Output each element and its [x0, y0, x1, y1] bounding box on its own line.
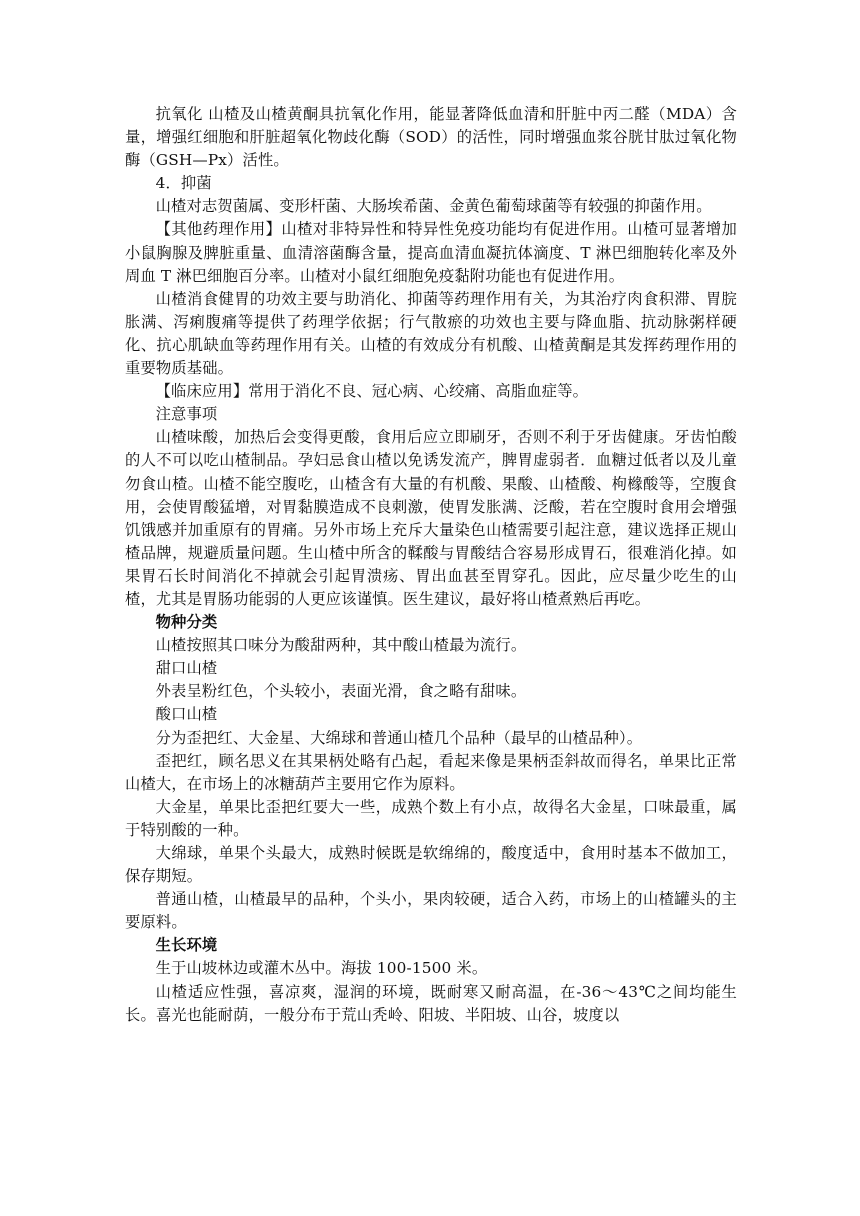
paragraph-antibacterial: 山楂对志贺菌属、变形杆菌、大肠埃希菌、金黄色葡萄球菌等有较强的抑菌作用。 [155, 197, 712, 216]
paragraph-sour-varieties: 分为歪把红、大金星、大绵球和普通山楂几个品种（最早的山楂品种）。 [155, 728, 643, 747]
paragraph-digestion-summary: 山楂消食健胃的功效主要与助消化、抑菌等药理作用有关，为其治疗肉食积滞、胃脘胀满、泻痢腹痛等提供了药理学依据；行气散瘀的功效也主要与降血脂、抗动脉粥样硬化、抗心肌缺血等药理作用有关。山楂的有效成分有机酸、山楂黄酮是其发挥药理作用的重要物质基础。 [125, 289, 737, 378]
paragraph-damianqiu: 大绵球，单果个头最大，成熟时候既是软绵绵的，酸度适中，食用时基本不做加工，保存期短。 [125, 844, 737, 886]
paragraph-precautions: 山楂味酸，加热后会变得更酸，食用后应立即刷牙，否则不利于牙齿健康。牙齿怕酸的人不可以吃山楂制品。孕妇忌食山楂以免诱发流产，脾胃虚弱者．血糖过低者以及儿童勿食山楂。山楂不能空腹吃，山楂含有大量的有机酸、果酸、山楂酸、枸橼酸等，空腹食用，会使胃酸猛增，对胃黏膜造成不良刺激，使胃发胀满、泛酸，若在空腹时食用会增强饥饿感并加重原有的胃痛。另外市场上充斥大量染色山楂需要引起注意，建议选择正规山楂品牌，规避质量问题。生山楂中所含的鞣酸与胃酸结合容易形成胃石，很难消化掉。如果胃石长时间消化不掉就会引起胃溃疡、胃出血甚至胃穿孔。因此，应尽量少吃生的山楂，尤其是胃肠功能弱的人更应该谨慎。医生建议，最好将山楂煮熟后再吃。 [125, 428, 737, 608]
paragraph-dajinxing: 大金星，单果比歪把红要大一些，成熟个数上有小点，故得名大金星，口味最重，属于特别酸的一种。 [125, 797, 737, 839]
heading-antibacterial: 4．抑菌 [155, 174, 212, 193]
document-page [125, 103, 737, 1027]
paragraph-clinical-use: 【临床应用】常用于消化不良、冠心病、心绞痛、高脂血症等。 [155, 382, 589, 401]
paragraph-other-pharmacology: 【其他药理作用】山楂对非特异性和特异性免疫功能均有促进作用。山楂可显著增加小鼠胸腺及脾脏重量、血清溶菌酶含量，提高血清血凝抗体滴度、T 淋巴细胞转化率及外周血 T 淋巴细胞百分率。山楂对小鼠红细胞免疫黏附功能也有促进作用。 [125, 220, 737, 285]
heading-species-classification: 物种分类 [155, 613, 218, 632]
heading-precautions: 注意事项 [155, 405, 218, 424]
heading-sour-hawthorn: 酸口山楂 [155, 705, 218, 724]
paragraph-sweet-hawthorn: 外表呈粉红色，个头较小，表面光滑，食之略有甜味。 [155, 682, 527, 701]
paragraph-common-hawthorn: 普通山楂，山楂最早的品种，个头小，果肉较硬，适合入药，市场上的山楂罐头的主要原料。 [125, 890, 737, 932]
heading-growth-environment: 生长环境 [155, 936, 218, 955]
paragraph-adaptability: 山楂适应性强，喜凉爽，湿润的环境，既耐寒又耐高温，在-36～43℃之间均能生长。喜光也能耐荫，一般分布于荒山秃岭、阳坡、半阳坡、山谷，坡度以 [125, 982, 737, 1024]
paragraph-habitat: 生于山坡林边或灌木丛中。海拔 100-1500 米。 [155, 959, 488, 978]
paragraph-classification-intro: 山楂按照其口味分为酸甜两种，其中酸山楂最为流行。 [155, 636, 527, 655]
paragraph-antioxidant: 抗氧化 山楂及山楂黄酮具抗氧化作用，能显著降低血清和肝脏中丙二醛（MDA）含量，增强红细胞和肝脏超氧化物歧化酶（SOD）的活性，同时增强血浆谷胱甘肽过氧化物酶（GSH—Px）活性。 [125, 105, 737, 170]
heading-sweet-hawthorn: 甜口山楂 [155, 659, 218, 678]
paragraph-waibahong: 歪把红，顾名思义在其果柄处略有凸起，看起来像是果柄歪斜故而得名，单果比正常山楂大，在市场上的冰糖葫芦主要用它作为原料。 [125, 751, 737, 793]
